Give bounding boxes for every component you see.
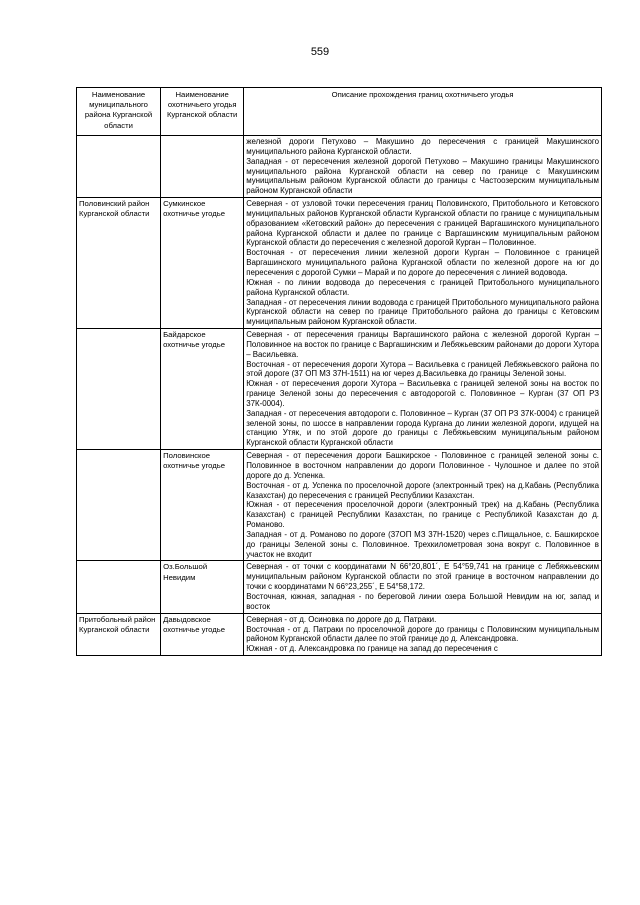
boundary-paragraph: Западная - от пересечения автодороги с. Половинное – Курган (37 ОП РЗ 37К-0004) с границей зеленой зоны, по шоссе в направлении города Кургана до линии железной дороги, идущей на станцию Утяк, и по этой дороге до границы с Лебяжьевским муниципальным районом Курганской области Курганской области [246, 408, 599, 448]
hunting-ground-cell: Сумкинское охотничье угодье [161, 198, 244, 329]
boundary-paragraph: Северная - от точки с координатами N 66°20,801´, E 54°59,741 на границе с Лебяжьевским муниципальным районом Курганской области по этой границе в восточном направлении до точки с координатами N 66°23,255´, E 54°58,172. [246, 562, 599, 592]
boundary-paragraph: Северная - от д. Осиновка по дороге до д. Патраки. [246, 614, 437, 624]
table-row [77, 329, 602, 450]
table-row [77, 198, 602, 329]
header-boundary-description: Описание прохождения границ охотничьего угодья [244, 88, 602, 136]
boundary-paragraph: Восточная - от д. Успенка по проселочной дороге (электронный трек) на д.Кабань (Республика Казахстан) до пересечения с границей Республики Казахстан. [246, 480, 599, 500]
table-row [77, 450, 602, 561]
table-row [77, 561, 602, 613]
header-district: Наименование муниципального района Курганской области [77, 88, 161, 136]
boundary-paragraph: Западная - от пересечения железной дорогой Петухово – Макушино границы Макушинского муниципального района Курганской области на север по границе с Макушинским муниципальным районом Курганской области до границы с Частоозерским муниципальным районом Курганской области [246, 156, 599, 196]
hunting-ground-cell [161, 136, 244, 198]
boundary-paragraph: Восточная - от пересечения дороги Хутора – Васильевка с границей Лебяжьевского района по этой дороге (37 ОП МЗ 37Н-1511) на юг через д.Васильевка до границы Зеленой зоны. [246, 359, 599, 379]
page-number: 559 [310, 46, 330, 58]
boundary-description-cell [244, 198, 602, 329]
hunting-ground-cell: Давыдовское охотничье угодье [161, 613, 244, 655]
boundary-paragraph: Западная - от пересечения линии водовода с границей Притобольного муниципального района Курганской области на север по границе Притобольного района до границы с Кетовским муниципальным районом Курганской области. [246, 297, 599, 327]
header-hunting-ground: Наименование охотничьего угодья Курганской области [161, 88, 244, 136]
district-cell [77, 450, 161, 561]
boundary-description-cell [244, 561, 602, 613]
table-header-row [77, 88, 602, 136]
district-cell [77, 136, 161, 198]
boundary-paragraph: Северная - от узловой точки пересечения границ Половинского, Притобольного и Кетовского муниципальных районов Курганской области Курганской области по границе с муниципальным образованием «Кетовский район» до пересечения с границей Варгашинского муниципального района Курганской области и далее по границе с Варгашинским муниципальным районом Курганской области до пересечения с железной дорогой Курган – Половинное. [246, 199, 599, 248]
boundary-description-cell [244, 450, 602, 561]
boundary-paragraph: Западная - от д. Романово по дороге (37ОП МЗ 37Н-1520) через с.Пищальное, с. Башкирское до границы Зеленой зоны с. Половинное. Трехкилометровая зона вокруг с. Половинное в участок не входит [246, 529, 599, 559]
boundary-paragraph: Восточная, южная, западная - по береговой линии озера Большой Невидим на юг, запад и восток [246, 591, 599, 611]
boundary-description-cell [244, 136, 602, 198]
table-row [77, 613, 602, 655]
boundary-paragraph: Восточная - от д. Патраки по проселочной дороге до границы с Половинским муниципальным районом Курганской области далее по этой границе до д. Александровка. [246, 624, 599, 644]
district-cell: Притобольный район Курганской области [77, 613, 161, 655]
boundary-paragraph: Южная - от пересечения проселочной дороги (электронный трек) на д.Кабань (Республика Казахстан) с границей Республики Казахстан, по границе с Республикой Казахстан до д. Романово. [246, 500, 599, 530]
boundary-paragraph: Южная - от пересечения дороги Хутора – Васильевка с границей зеленой зоны на восток по границе Зеленой зоны до пересечения с автодорогой с. Половинное – Курган (37 ОП РЗ 37К-0004). [246, 379, 599, 408]
hunting-ground-cell: Оз.Большой Невидим [161, 561, 244, 613]
boundary-paragraph: Северная - от пересечения дороги Башкирское - Половинное с границей зеленой зоны с. Половинное в восточном направлении до дороги Половинное - Чулошное и далее по этой дороге до д. Успенка. [246, 451, 599, 480]
boundary-paragraph: Южная - от д. Александровка по границе на запад до пересечения с [246, 644, 498, 654]
boundary-paragraph: Северная - от пересечения границы Варгашинского района с железной дорогой Курган – Половинное на восток по границе с Варгашинским и Лебяжьевским районами до дороги Хутора – Васильевка. [246, 330, 599, 359]
district-cell [77, 329, 161, 450]
boundary-paragraph: Восточная - от пересечения линии железной дороги Курган – Половинное с границей Варгашинского муниципального района Курганской области по железной дороге на юг до пересечения с дорогой Сумки – Марай и по дороге до пересечения с линией водовода. [246, 248, 599, 277]
hunting-ground-cell: Половинское охотничье угодье [161, 450, 244, 561]
boundary-paragraph: Южная - по линии водовода до пересечения с границей Притобольного муниципального района Курганской области. [246, 277, 599, 297]
table-row [77, 136, 602, 198]
boundary-paragraph: железной дороги Петухово – Макушино до пересечения с границей Макушинского муниципального района Курганской области. [246, 137, 599, 156]
district-cell [77, 561, 161, 613]
boundary-description-cell [244, 329, 602, 450]
boundary-description-cell [244, 613, 602, 655]
hunting-ground-cell: Байдарское охотничье угодье [161, 329, 244, 450]
hunting-grounds-table [76, 87, 602, 656]
district-cell: Половинский район Курганской области [77, 198, 161, 329]
